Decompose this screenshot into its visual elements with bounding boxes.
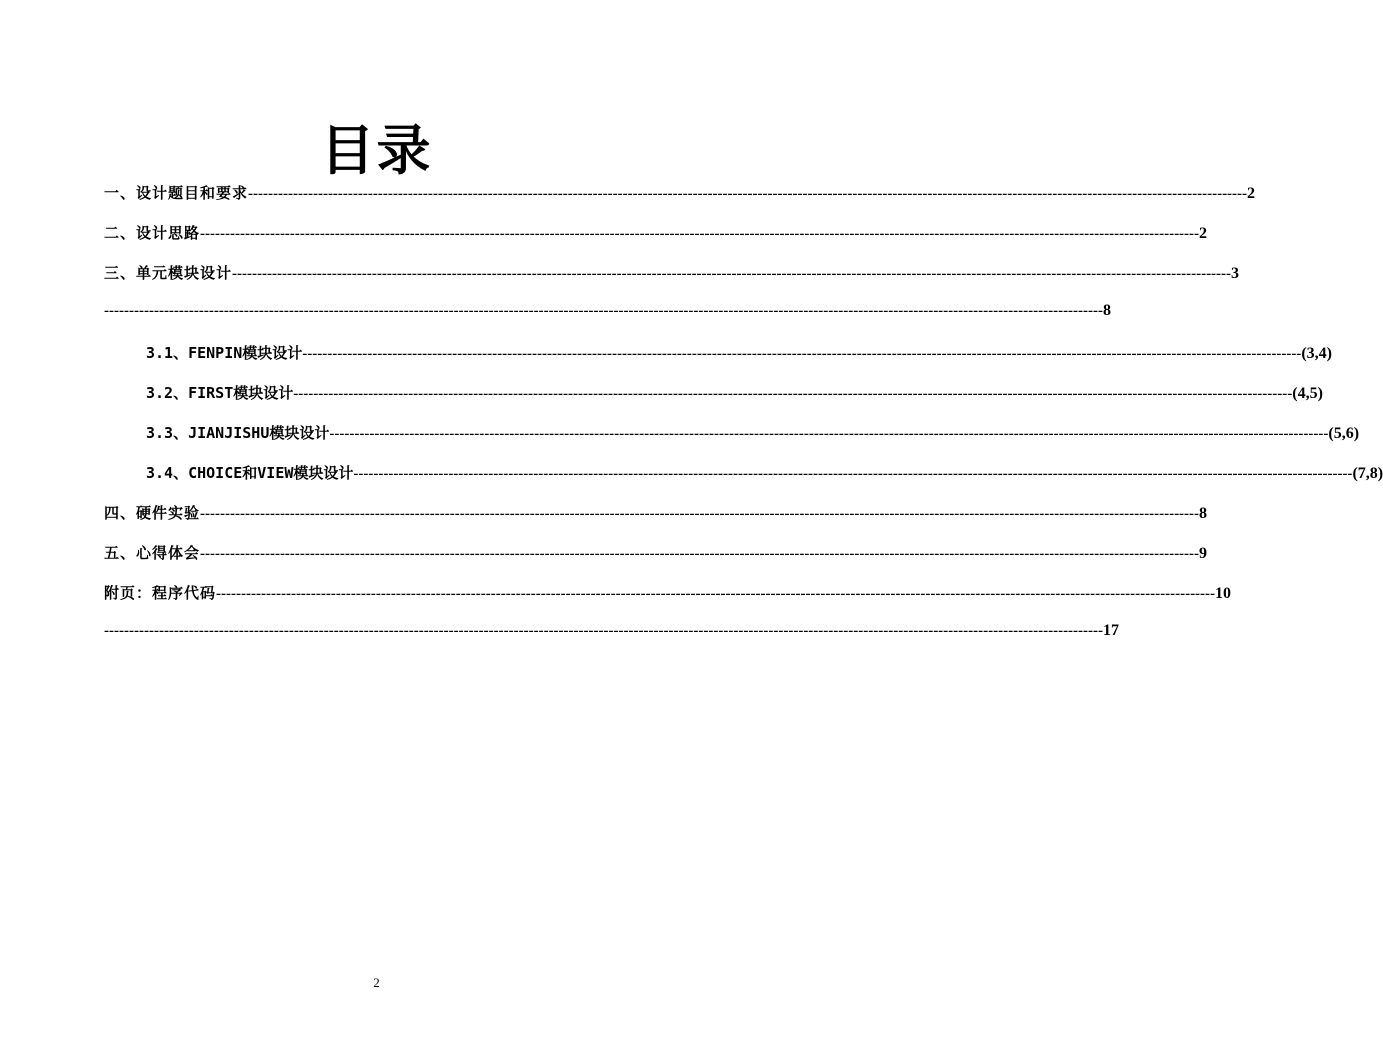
toc-entry-page: 17 xyxy=(1103,622,1120,639)
toc-entry-page: 8 xyxy=(1199,505,1208,522)
toc-leader: -------------------------------------------------------------------------------------------------------------------------------------------------------------------------------------------------------- xyxy=(302,346,1302,362)
toc-leader: -------------------------------------------------------------------------------------------------------------------------------------------------------------------------------------------------------- xyxy=(200,226,1200,242)
toc-entry-page: (7,8) xyxy=(1352,465,1383,482)
toc-subentry xyxy=(146,342,1332,364)
toc-entry xyxy=(104,302,1112,324)
toc-entry-label: 一、设计题目和要求 xyxy=(104,184,249,202)
toc-leader: -------------------------------------------------------------------------------------------------------------------------------------------------------------------------------------------------------- xyxy=(353,466,1353,482)
toc-entry xyxy=(104,502,1208,524)
toc-subentry xyxy=(146,462,1383,484)
toc-entry-label: 3.2、FIRST模块设计 xyxy=(146,384,294,402)
toc-entry-label: 3.4、CHOICE和VIEW模块设计 xyxy=(146,464,354,482)
toc-leader: -------------------------------------------------------------------------------------------------------------------------------------------------------------------------------------------------------- xyxy=(293,386,1293,402)
toc-entry-page: 2 xyxy=(1199,225,1208,242)
toc-leader: -------------------------------------------------------------------------------------------------------------------------------------------------------------------------------------------------------- xyxy=(200,546,1200,562)
toc-subentry xyxy=(146,382,1323,404)
toc-entry-label: 三、单元模块设计 xyxy=(104,264,233,282)
toc-entry xyxy=(104,542,1208,564)
page-title: 目录 xyxy=(320,119,433,182)
toc-entry-page: 10 xyxy=(1215,585,1232,602)
toc-entry-page: (5,6) xyxy=(1328,425,1360,442)
toc-entry xyxy=(104,582,1232,604)
toc-entry-label: 附页：程序代码 xyxy=(104,584,217,602)
toc-leader: -------------------------------------------------------------------------------------------------------------------------------------------------------------------------------------------------------- xyxy=(216,586,1216,602)
toc-leader: -------------------------------------------------------------------------------------------------------------------------------------------------------------------------------------------------------- xyxy=(248,186,1248,202)
page-number: 2 xyxy=(373,975,380,990)
toc-entry-label: 3.1、FENPIN模块设计 xyxy=(146,344,303,362)
toc-entry-label: 3.3、JIANJISHU模块设计 xyxy=(146,424,330,442)
toc-entry xyxy=(104,222,1208,244)
toc-entry-page: 3 xyxy=(1231,265,1240,282)
toc-entry-page: 9 xyxy=(1199,545,1208,562)
toc-leader: -------------------------------------------------------------------------------------------------------------------------------------------------------------------------------------------------------- xyxy=(200,506,1200,522)
toc-entry-label: 五、心得体会 xyxy=(104,544,201,562)
toc-leader: -------------------------------------------------------------------------------------------------------------------------------------------------------------------------------------------------------- xyxy=(104,623,1104,639)
toc-entry xyxy=(104,182,1256,204)
toc-subentry xyxy=(146,422,1360,444)
toc-entry-page: (4,5) xyxy=(1292,385,1323,402)
toc-entry-page: (3,4) xyxy=(1301,345,1332,362)
toc-entry-label: 二、设计思路 xyxy=(104,224,201,242)
toc-entry-page: 2 xyxy=(1247,185,1256,202)
toc-entry-page: 8 xyxy=(1103,302,1112,319)
toc-leader: -------------------------------------------------------------------------------------------------------------------------------------------------------------------------------------------------------- xyxy=(329,426,1329,442)
toc-entry xyxy=(104,622,1120,644)
toc-leader: -------------------------------------------------------------------------------------------------------------------------------------------------------------------------------------------------------- xyxy=(232,266,1232,282)
toc-entry-label: 四、硬件实验 xyxy=(104,504,201,522)
toc-entry xyxy=(104,262,1240,284)
toc-leader: -------------------------------------------------------------------------------------------------------------------------------------------------------------------------------------------------------- xyxy=(104,303,1104,319)
